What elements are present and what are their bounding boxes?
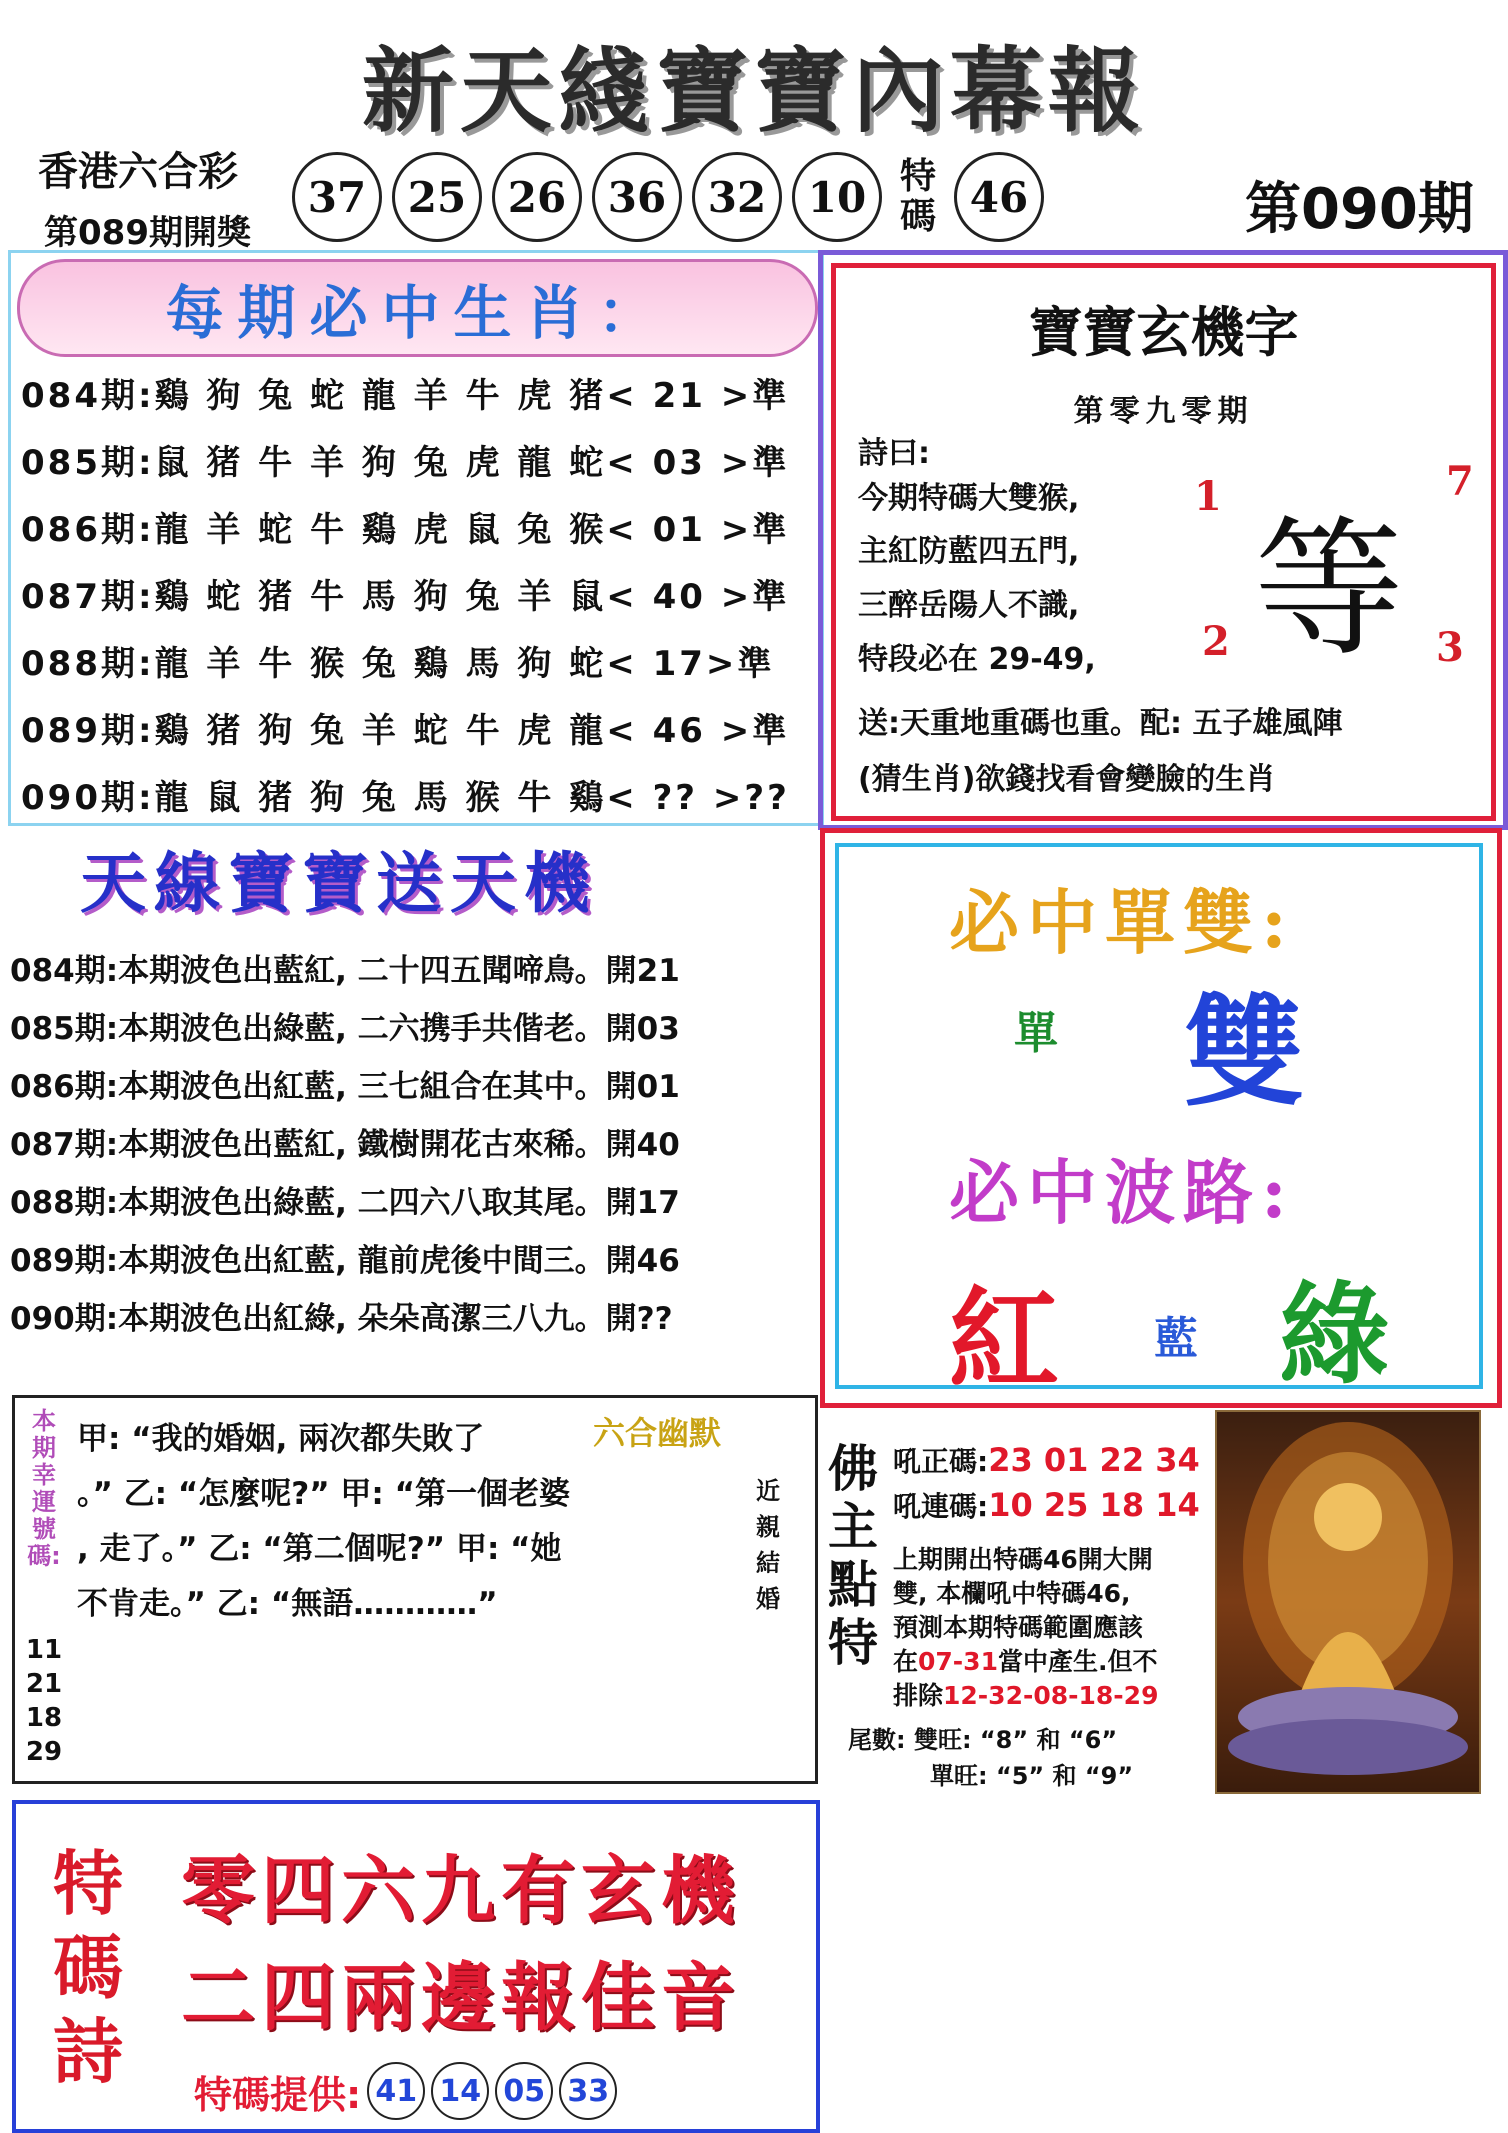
mystery-number: 2 (1202, 618, 1230, 665)
mystery-title: 寶寶玄機字 (1028, 300, 1299, 364)
provide-ball: 05 (495, 2062, 553, 2120)
tip-row: 088期:本期波色出綠藍, 二四六八取其尾。開17 (10, 1185, 680, 1221)
lucky-numbers-title: 本期幸運號碼: (27, 1407, 61, 1570)
zodiac-row: 089期:鷄 猪 狗 兔 羊 蛇 牛 虎 龍< 46 >準 (21, 711, 790, 751)
roar-link-numbers: 10 25 18 14 (988, 1486, 1200, 1524)
special-ball: 46 (954, 152, 1044, 242)
poem-line: 主紅防藍四五門, (858, 534, 1080, 569)
even-label: 雙 (1184, 982, 1312, 1123)
provide-label: 特碼提供: (194, 2072, 362, 2117)
poem-line: 特段必在 29-49, (858, 642, 1096, 677)
special-provide (194, 2062, 617, 2120)
mystery-number: 3 (1436, 624, 1464, 671)
special-poem-panel (12, 1800, 820, 2133)
joke-line: , 走了。” 乙: “第二個呢?” 甲: “她 (77, 1531, 562, 1567)
issue-number: 第090期 (1245, 177, 1474, 242)
tips-heading: 天線寶寶送天機 (80, 844, 598, 922)
oddeven-panel (820, 828, 1502, 1408)
zodiac-row: 084期:鷄 狗 兔 蛇 龍 羊 牛 虎 猪< 21 >準 (21, 376, 790, 416)
page-title: 新天綫寶寶內幕報 (361, 37, 1146, 145)
zodiac-row: 085期:鼠 猪 牛 羊 狗 兔 虎 龍 蛇< 03 >準 (21, 443, 790, 483)
number-ball: 10 (792, 152, 882, 242)
tail-line: 單旺: “5” 和 “9” (930, 1762, 1134, 1790)
oddeven-heading: 必中單雙: (949, 881, 1295, 964)
number-ball: 26 (492, 152, 582, 242)
color-blue: 藍 (1154, 1313, 1206, 1364)
roar-link-label: 吼連碼: (893, 1490, 989, 1523)
joke-tag: 六合幽默 (593, 1414, 722, 1452)
joke-line: 。” 乙: “怎麼呢?” 甲: “第一個老婆 (77, 1476, 570, 1512)
joke-line: 不肯走。” 乙: “無語…………” (77, 1586, 498, 1622)
exclude-numbers: 12-32-08-18-29 (943, 1681, 1159, 1710)
tip-row: 087期:本期波色出藍紅, 鐵樹開花古來稀。開40 (10, 1127, 680, 1163)
number-ball: 36 (592, 152, 682, 242)
zodiac-row: 088期:龍 羊 牛 猴 兔 鷄 馬 狗 蛇< 17>準 (21, 644, 775, 684)
odd-label: 單 (1014, 1008, 1066, 1059)
lucky-numbers: 11 21 18 29 (25, 1635, 63, 1767)
color-heading: 必中波路: (949, 1151, 1295, 1234)
zodiac-heading: 每期必中生肖： (17, 259, 818, 357)
mystery-line: (猜生肖)欲錢找看會變臉的生肖 (858, 762, 1276, 797)
joke-topic: 近親結婚 (756, 1477, 780, 1613)
provide-ball: 14 (431, 2062, 489, 2120)
buddha-line: 在 (893, 1647, 919, 1676)
color-green: 綠 (1279, 1270, 1397, 1399)
mystery-number: 7 (1446, 458, 1474, 505)
buddha-line: 排除 (893, 1681, 944, 1710)
mystery-line: 送:天重地重碼也重。配: 五子雄風陣 (858, 706, 1343, 741)
provide-ball: 33 (559, 2062, 617, 2120)
mystery-character: 等 (1254, 503, 1405, 677)
joke-line: 甲: “我的婚姻, 兩次都失敗了 (77, 1421, 485, 1457)
zodiac-row: 086期:龍 羊 蛇 牛 鷄 虎 鼠 兔 猴< 01 >準 (21, 510, 790, 550)
range-numbers: 07-31 (918, 1647, 998, 1676)
buddha-line: 雙, 本欄吼中特碼46, (893, 1579, 1131, 1608)
poem-side-title: 特碼詩 (53, 1842, 123, 2093)
last-draw-label: 第089期開獎 (44, 213, 251, 253)
special-label: 特碼 (899, 156, 936, 237)
provide-ball: 41 (367, 2062, 425, 2120)
poem-line: 零四六九有玄機 (181, 1848, 741, 1934)
color-red: 紅 (949, 1275, 1067, 1404)
mystery-number: 1 (1194, 473, 1222, 520)
buddha-tip-title: 佛主點特 (828, 1439, 878, 1672)
roar-main-label: 吼正碼: (893, 1445, 989, 1478)
poem-line: 二四兩邊報佳音 (181, 1955, 741, 2041)
brand-label: 香港六合彩 (38, 149, 238, 195)
poem-label: 詩曰: (858, 436, 930, 471)
tip-row: 085期:本期波色出綠藍, 二六携手共偕老。開03 (10, 1011, 680, 1047)
roar-main-numbers: 23 01 22 34 (988, 1441, 1200, 1479)
buddha-line: 當中產生.但不 (997, 1647, 1158, 1676)
tail-line: 尾數: 雙旺: “8” 和 “6” (848, 1726, 1118, 1754)
tip-row: 086期:本期波色出紅藍, 三七組合在其中。開01 (10, 1069, 680, 1105)
mystery-subtitle: 第零九零期 (1073, 394, 1254, 429)
mystery-panel (818, 250, 1508, 830)
number-ball: 37 (292, 152, 382, 242)
buddha-line: 預測本期特碼範圍應該 (893, 1613, 1144, 1642)
number-ball: 32 (692, 152, 782, 242)
poem-line: 三醉岳陽人不識, (858, 588, 1080, 623)
draw-numbers (292, 152, 1044, 242)
tip-row: 084期:本期波色出藍紅, 二十四五聞啼鳥。開21 (10, 953, 680, 989)
joke-panel (12, 1395, 818, 1784)
number-ball: 25 (392, 152, 482, 242)
buddha-image (1215, 1410, 1481, 1794)
tip-row: 090期:本期波色出紅綠, 朵朵高潔三八九。開?? (10, 1301, 673, 1337)
zodiac-panel (8, 250, 824, 826)
buddha-line: 上期開出特碼46開大開 (893, 1545, 1153, 1574)
zodiac-row: 087期:鷄 蛇 猪 牛 馬 狗 兔 羊 鼠< 40 >準 (21, 577, 790, 617)
zodiac-row: 090期:龍 鼠 猪 狗 兔 馬 猴 牛 鷄< ?? >?? (21, 778, 790, 818)
poem-line: 今期特碼大雙猴, (858, 481, 1080, 516)
tip-row: 089期:本期波色出紅藍, 龍前虎後中間三。開46 (10, 1243, 680, 1279)
